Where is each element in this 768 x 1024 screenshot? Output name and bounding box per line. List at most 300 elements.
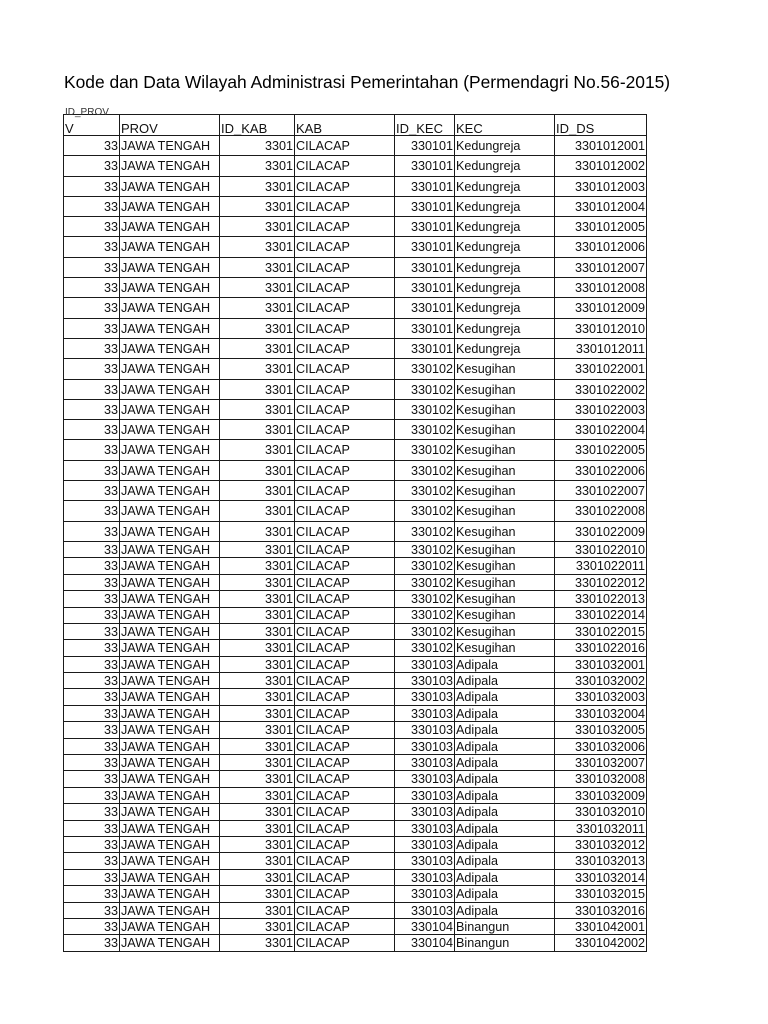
cell-kab: CILACAP xyxy=(295,771,395,787)
cell-id-kab: 3301 xyxy=(220,869,295,885)
table-row xyxy=(64,278,647,298)
table-row xyxy=(64,379,647,399)
cell-prov: JAWA TENGAH xyxy=(120,501,220,521)
cell-prov: JAWA TENGAH xyxy=(120,257,220,277)
cell-kec: Adipala xyxy=(455,656,555,672)
table-row xyxy=(64,420,647,440)
cell-id-kec: 330101 xyxy=(395,156,455,176)
table-row xyxy=(64,399,647,419)
cell-id-kab: 3301 xyxy=(220,399,295,419)
cell-kab: CILACAP xyxy=(295,574,395,590)
header-id-kab: ID_KAB xyxy=(220,115,295,136)
cell-id-ds: 3301032006 xyxy=(555,738,647,754)
cell-prov: JAWA TENGAH xyxy=(120,176,220,196)
cell-kab: CILACAP xyxy=(295,278,395,298)
cell-kec: Adipala xyxy=(455,722,555,738)
cell-kec: Adipala xyxy=(455,673,555,689)
cell-id-prov: 33 xyxy=(64,379,120,399)
cell-kab: CILACAP xyxy=(295,359,395,379)
cell-prov: JAWA TENGAH xyxy=(120,558,220,574)
cell-kec: Adipala xyxy=(455,771,555,787)
header-id-kec: ID_KEC xyxy=(395,115,455,136)
cell-kab: CILACAP xyxy=(295,176,395,196)
cell-prov: JAWA TENGAH xyxy=(120,359,220,379)
cell-prov: JAWA TENGAH xyxy=(120,804,220,820)
cell-prov: JAWA TENGAH xyxy=(120,869,220,885)
table-row xyxy=(64,501,647,521)
cell-prov: JAWA TENGAH xyxy=(120,591,220,607)
cell-id-kab: 3301 xyxy=(220,359,295,379)
cell-kab: CILACAP xyxy=(295,136,395,156)
cell-id-ds: 3301022004 xyxy=(555,420,647,440)
cell-kec: Kedungreja xyxy=(455,237,555,257)
cell-kec: Adipala xyxy=(455,755,555,771)
cell-id-prov: 33 xyxy=(64,399,120,419)
cell-id-kab: 3301 xyxy=(220,521,295,541)
cell-kec: Kedungreja xyxy=(455,338,555,358)
table-row xyxy=(64,886,647,902)
cell-id-kab: 3301 xyxy=(220,541,295,557)
cell-kec: Adipala xyxy=(455,804,555,820)
cell-id-ds: 3301022008 xyxy=(555,501,647,521)
cell-id-prov: 33 xyxy=(64,460,120,480)
cell-kec: Kesugihan xyxy=(455,558,555,574)
cell-kab: CILACAP xyxy=(295,869,395,885)
cell-kec: Adipala xyxy=(455,853,555,869)
cell-kec: Adipala xyxy=(455,820,555,836)
table-row xyxy=(64,640,647,656)
cell-kec: Adipala xyxy=(455,886,555,902)
cell-prov: JAWA TENGAH xyxy=(120,918,220,934)
cell-id-kec: 330102 xyxy=(395,591,455,607)
cell-kab: CILACAP xyxy=(295,853,395,869)
cell-id-ds: 3301032013 xyxy=(555,853,647,869)
cell-id-ds: 3301022009 xyxy=(555,521,647,541)
cell-id-prov: 33 xyxy=(64,481,120,501)
cell-kab: CILACAP xyxy=(295,640,395,656)
header-row xyxy=(64,115,647,136)
cell-id-kec: 330103 xyxy=(395,722,455,738)
cell-id-ds: 3301032009 xyxy=(555,787,647,803)
cell-id-kab: 3301 xyxy=(220,217,295,237)
cell-id-kab: 3301 xyxy=(220,257,295,277)
cell-kab: CILACAP xyxy=(295,420,395,440)
title-container xyxy=(64,70,671,94)
table-row xyxy=(64,722,647,738)
cell-id-prov: 33 xyxy=(64,722,120,738)
cell-id-prov: 33 xyxy=(64,918,120,934)
cell-id-ds: 3301022007 xyxy=(555,481,647,501)
cell-prov: JAWA TENGAH xyxy=(120,196,220,216)
cell-id-kec: 330103 xyxy=(395,902,455,918)
cell-id-kab: 3301 xyxy=(220,689,295,705)
cell-kab: CILACAP xyxy=(295,257,395,277)
cell-id-kab: 3301 xyxy=(220,460,295,480)
cell-id-ds: 3301022014 xyxy=(555,607,647,623)
cell-id-kab: 3301 xyxy=(220,501,295,521)
cell-prov: JAWA TENGAH xyxy=(120,771,220,787)
cell-id-kab: 3301 xyxy=(220,574,295,590)
cell-id-ds: 3301012001 xyxy=(555,136,647,156)
cell-id-kab: 3301 xyxy=(220,722,295,738)
cell-id-kab: 3301 xyxy=(220,755,295,771)
cell-id-kec: 330102 xyxy=(395,420,455,440)
cell-kab: CILACAP xyxy=(295,196,395,216)
cell-id-kab: 3301 xyxy=(220,237,295,257)
cell-id-prov: 33 xyxy=(64,607,120,623)
cell-kab: CILACAP xyxy=(295,656,395,672)
cell-id-prov: 33 xyxy=(64,869,120,885)
cell-id-kab: 3301 xyxy=(220,705,295,721)
cell-prov: JAWA TENGAH xyxy=(120,574,220,590)
cell-id-prov: 33 xyxy=(64,257,120,277)
cell-id-kab: 3301 xyxy=(220,623,295,639)
table-row xyxy=(64,869,647,885)
cell-id-kec: 330102 xyxy=(395,623,455,639)
cell-prov: JAWA TENGAH xyxy=(120,278,220,298)
cell-id-prov: 33 xyxy=(64,902,120,918)
cell-kec: Kesugihan xyxy=(455,359,555,379)
cell-prov: JAWA TENGAH xyxy=(120,902,220,918)
cell-id-ds: 3301022006 xyxy=(555,460,647,480)
cell-id-ds: 3301022005 xyxy=(555,440,647,460)
cell-prov: JAWA TENGAH xyxy=(120,541,220,557)
cell-id-kec: 330103 xyxy=(395,673,455,689)
cell-prov: JAWA TENGAH xyxy=(120,420,220,440)
cell-id-kec: 330103 xyxy=(395,738,455,754)
cell-id-ds: 3301012003 xyxy=(555,176,647,196)
cell-kab: CILACAP xyxy=(295,623,395,639)
table-row xyxy=(64,521,647,541)
table-row xyxy=(64,460,647,480)
cell-id-kab: 3301 xyxy=(220,836,295,852)
cell-id-kec: 330102 xyxy=(395,574,455,590)
header-id-prov-label: V xyxy=(65,121,74,136)
cell-id-kec: 330103 xyxy=(395,656,455,672)
cell-id-prov: 33 xyxy=(64,836,120,852)
cell-kab: CILACAP xyxy=(295,820,395,836)
table-row xyxy=(64,591,647,607)
cell-kab: CILACAP xyxy=(295,738,395,754)
cell-id-ds: 3301032001 xyxy=(555,656,647,672)
cell-id-kec: 330101 xyxy=(395,278,455,298)
cell-kec: Kesugihan xyxy=(455,574,555,590)
cell-id-kec: 330103 xyxy=(395,886,455,902)
cell-id-ds: 3301032015 xyxy=(555,886,647,902)
cell-id-prov: 33 xyxy=(64,804,120,820)
cell-id-kec: 330101 xyxy=(395,298,455,318)
table-row xyxy=(64,558,647,574)
cell-id-prov: 33 xyxy=(64,558,120,574)
table-row xyxy=(64,804,647,820)
table-row xyxy=(64,656,647,672)
cell-kec: Kesugihan xyxy=(455,640,555,656)
cell-id-prov: 33 xyxy=(64,574,120,590)
cell-kab: CILACAP xyxy=(295,237,395,257)
cell-kab: CILACAP xyxy=(295,521,395,541)
cell-kec: Kesugihan xyxy=(455,521,555,541)
cell-id-kec: 330103 xyxy=(395,705,455,721)
cell-prov: JAWA TENGAH xyxy=(120,689,220,705)
cell-id-kec: 330102 xyxy=(395,501,455,521)
header-id-ds: ID_DS xyxy=(555,115,647,136)
cell-id-prov: 33 xyxy=(64,755,120,771)
cell-kec: Kesugihan xyxy=(455,607,555,623)
table-row xyxy=(64,853,647,869)
cell-id-ds: 3301032012 xyxy=(555,836,647,852)
table-body xyxy=(64,136,647,952)
cell-id-ds: 3301032002 xyxy=(555,673,647,689)
cell-kab: CILACAP xyxy=(295,318,395,338)
cell-id-kec: 330104 xyxy=(395,935,455,951)
cell-id-prov: 33 xyxy=(64,298,120,318)
table-row xyxy=(64,738,647,754)
cell-kec: Kesugihan xyxy=(455,481,555,501)
cell-prov: JAWA TENGAH xyxy=(120,298,220,318)
cell-id-ds: 3301012002 xyxy=(555,156,647,176)
cell-prov: JAWA TENGAH xyxy=(120,607,220,623)
cell-id-ds: 3301022002 xyxy=(555,379,647,399)
cell-kab: CILACAP xyxy=(295,338,395,358)
cell-id-kab: 3301 xyxy=(220,656,295,672)
cell-id-prov: 33 xyxy=(64,771,120,787)
cell-id-prov: 33 xyxy=(64,359,120,379)
cell-id-kec: 330101 xyxy=(395,136,455,156)
cell-id-kec: 330101 xyxy=(395,217,455,237)
table-row xyxy=(64,440,647,460)
cell-kec: Kedungreja xyxy=(455,217,555,237)
cell-id-kec: 330102 xyxy=(395,541,455,557)
table-row xyxy=(64,136,647,156)
cell-kec: Adipala xyxy=(455,869,555,885)
cell-id-prov: 33 xyxy=(64,623,120,639)
cell-id-kab: 3301 xyxy=(220,771,295,787)
cell-id-prov: 33 xyxy=(64,640,120,656)
cell-id-prov: 33 xyxy=(64,237,120,257)
cell-id-kec: 330103 xyxy=(395,689,455,705)
document-title: Kode dan Data Wilayah Administrasi Pemerintahan (Permendagri No.56-2015) xyxy=(64,72,671,92)
table-row xyxy=(64,836,647,852)
cell-id-kab: 3301 xyxy=(220,935,295,951)
cell-id-prov: 33 xyxy=(64,440,120,460)
cell-prov: JAWA TENGAH xyxy=(120,820,220,836)
cell-id-kab: 3301 xyxy=(220,738,295,754)
cell-kab: CILACAP xyxy=(295,836,395,852)
cell-id-kab: 3301 xyxy=(220,902,295,918)
cell-id-prov: 33 xyxy=(64,689,120,705)
cell-kec: Kedungreja xyxy=(455,278,555,298)
cell-id-kab: 3301 xyxy=(220,136,295,156)
cell-kec: Kesugihan xyxy=(455,623,555,639)
table-row xyxy=(64,574,647,590)
cell-prov: JAWA TENGAH xyxy=(120,886,220,902)
cell-kec: Kesugihan xyxy=(455,420,555,440)
cell-kec: Binangun xyxy=(455,918,555,934)
cell-id-kab: 3301 xyxy=(220,607,295,623)
cell-id-kab: 3301 xyxy=(220,820,295,836)
cell-kec: Kedungreja xyxy=(455,257,555,277)
cell-id-ds: 3301032007 xyxy=(555,755,647,771)
cell-kab: CILACAP xyxy=(295,886,395,902)
table-row xyxy=(64,481,647,501)
cell-id-kab: 3301 xyxy=(220,176,295,196)
cell-prov: JAWA TENGAH xyxy=(120,521,220,541)
cell-prov: JAWA TENGAH xyxy=(120,738,220,754)
cell-id-prov: 33 xyxy=(64,853,120,869)
cell-id-kec: 330102 xyxy=(395,640,455,656)
cell-kec: Adipala xyxy=(455,738,555,754)
cell-id-kab: 3301 xyxy=(220,420,295,440)
cell-kab: CILACAP xyxy=(295,918,395,934)
cell-id-prov: 33 xyxy=(64,738,120,754)
cell-kab: CILACAP xyxy=(295,399,395,419)
cell-id-kec: 330101 xyxy=(395,257,455,277)
cell-kec: Kesugihan xyxy=(455,501,555,521)
table-row xyxy=(64,689,647,705)
cell-id-kec: 330102 xyxy=(395,521,455,541)
cell-id-ds: 3301012004 xyxy=(555,196,647,216)
table-row xyxy=(64,787,647,803)
cell-kec: Adipala xyxy=(455,689,555,705)
cell-kab: CILACAP xyxy=(295,804,395,820)
cell-id-kec: 330103 xyxy=(395,771,455,787)
table-row xyxy=(64,156,647,176)
cell-id-kec: 330101 xyxy=(395,318,455,338)
cell-id-ds: 3301012011 xyxy=(555,338,647,358)
table-row xyxy=(64,318,647,338)
cell-kec: Kedungreja xyxy=(455,136,555,156)
table-row xyxy=(64,338,647,358)
cell-prov: JAWA TENGAH xyxy=(120,237,220,257)
cell-id-ds: 3301022011 xyxy=(555,558,647,574)
cell-prov: JAWA TENGAH xyxy=(120,623,220,639)
cell-prov: JAWA TENGAH xyxy=(120,673,220,689)
cell-id-kab: 3301 xyxy=(220,318,295,338)
cell-kab: CILACAP xyxy=(295,156,395,176)
cell-id-kec: 330103 xyxy=(395,836,455,852)
cell-id-ds: 3301032010 xyxy=(555,804,647,820)
cell-id-ds: 3301022016 xyxy=(555,640,647,656)
cell-id-kab: 3301 xyxy=(220,804,295,820)
table-row xyxy=(64,935,647,951)
cell-kec: Kesugihan xyxy=(455,399,555,419)
cell-id-kab: 3301 xyxy=(220,298,295,318)
cell-prov: JAWA TENGAH xyxy=(120,935,220,951)
cell-id-kec: 330101 xyxy=(395,196,455,216)
cell-id-prov: 33 xyxy=(64,278,120,298)
cell-id-kab: 3301 xyxy=(220,278,295,298)
cell-id-kab: 3301 xyxy=(220,558,295,574)
cell-kec: Adipala xyxy=(455,787,555,803)
cell-id-kab: 3301 xyxy=(220,196,295,216)
header-kab: KAB xyxy=(295,115,395,136)
cell-prov: JAWA TENGAH xyxy=(120,787,220,803)
cell-id-kab: 3301 xyxy=(220,640,295,656)
cell-id-ds: 3301022010 xyxy=(555,541,647,557)
cell-id-ds: 3301012005 xyxy=(555,217,647,237)
cell-kec: Adipala xyxy=(455,836,555,852)
cell-kec: Kedungreja xyxy=(455,196,555,216)
cell-id-prov: 33 xyxy=(64,787,120,803)
cell-kab: CILACAP xyxy=(295,541,395,557)
cell-id-kec: 330101 xyxy=(395,338,455,358)
cell-id-kec: 330103 xyxy=(395,804,455,820)
cell-id-ds: 3301022003 xyxy=(555,399,647,419)
cell-prov: JAWA TENGAH xyxy=(120,836,220,852)
cell-id-prov: 33 xyxy=(64,656,120,672)
cell-id-kec: 330102 xyxy=(395,607,455,623)
cell-id-prov: 33 xyxy=(64,217,120,237)
cell-id-kec: 330102 xyxy=(395,359,455,379)
cell-prov: JAWA TENGAH xyxy=(120,440,220,460)
cell-kec: Kesugihan xyxy=(455,440,555,460)
cell-id-kab: 3301 xyxy=(220,673,295,689)
cell-id-prov: 33 xyxy=(64,196,120,216)
cell-kab: CILACAP xyxy=(295,902,395,918)
cell-id-ds: 3301012009 xyxy=(555,298,647,318)
cell-id-ds: 3301042002 xyxy=(555,935,647,951)
cell-kec: Adipala xyxy=(455,705,555,721)
table-row xyxy=(64,918,647,934)
cell-id-kec: 330102 xyxy=(395,399,455,419)
cell-id-kec: 330104 xyxy=(395,918,455,934)
table-row xyxy=(64,607,647,623)
cell-id-ds: 3301032016 xyxy=(555,902,647,918)
cell-id-ds: 3301022013 xyxy=(555,591,647,607)
cell-id-kec: 330103 xyxy=(395,787,455,803)
cell-id-prov: 33 xyxy=(64,935,120,951)
cell-id-kec: 330102 xyxy=(395,460,455,480)
cell-id-prov: 33 xyxy=(64,136,120,156)
header-id-prov xyxy=(64,107,120,136)
cell-id-kec: 330102 xyxy=(395,440,455,460)
cell-id-prov: 33 xyxy=(64,338,120,358)
cell-id-ds: 3301032003 xyxy=(555,689,647,705)
cell-id-kec: 330103 xyxy=(395,755,455,771)
table-row xyxy=(64,217,647,237)
cell-id-prov: 33 xyxy=(64,420,120,440)
cell-kab: CILACAP xyxy=(295,481,395,501)
cell-id-prov: 33 xyxy=(64,541,120,557)
table-row xyxy=(64,820,647,836)
cell-id-kab: 3301 xyxy=(220,156,295,176)
cell-prov: JAWA TENGAH xyxy=(120,853,220,869)
cell-kec: Kesugihan xyxy=(455,591,555,607)
cell-id-kab: 3301 xyxy=(220,853,295,869)
cell-prov: JAWA TENGAH xyxy=(120,722,220,738)
header-prov: PROV xyxy=(120,115,220,136)
cell-kec: Kesugihan xyxy=(455,379,555,399)
cell-kec: Kesugihan xyxy=(455,541,555,557)
cell-kab: CILACAP xyxy=(295,705,395,721)
table-row xyxy=(64,771,647,787)
table-row xyxy=(64,237,647,257)
cell-id-kec: 330103 xyxy=(395,853,455,869)
cell-id-ds: 3301022015 xyxy=(555,623,647,639)
cell-id-kab: 3301 xyxy=(220,440,295,460)
cell-id-ds: 3301012010 xyxy=(555,318,647,338)
table-row xyxy=(64,298,647,318)
cell-prov: JAWA TENGAH xyxy=(120,136,220,156)
cell-kab: CILACAP xyxy=(295,558,395,574)
header-id-prov-overflow: ID_PROV xyxy=(65,107,109,118)
table-row xyxy=(64,755,647,771)
cell-prov: JAWA TENGAH xyxy=(120,460,220,480)
cell-id-kec: 330101 xyxy=(395,237,455,257)
cell-prov: JAWA TENGAH xyxy=(120,338,220,358)
table-row xyxy=(64,196,647,216)
cell-kec: Kesugihan xyxy=(455,460,555,480)
